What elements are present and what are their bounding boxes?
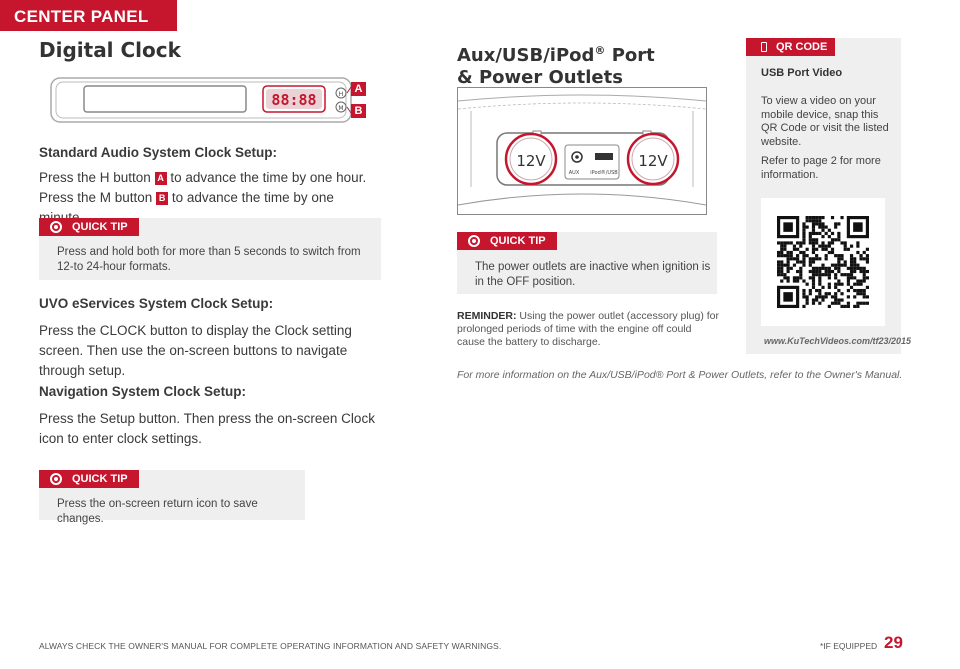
- outlet-right-label: 12V: [638, 152, 668, 170]
- quick-tip-text-3: The power outlets are inactive when ignition is in the OFF position.: [475, 261, 711, 288]
- h-button-label: H: [338, 91, 344, 98]
- callout-badge-b: B: [351, 104, 366, 118]
- reminder-note: REMINDER: Using the power outlet (accessory plug) for prolonged periods of time with the engine off could cause the battery to discharge.: [457, 310, 720, 348]
- quick-tip-box: [39, 218, 381, 280]
- phone-icon: [761, 42, 767, 52]
- nav-clock-heading: Navigation System Clock Setup:: [39, 384, 247, 399]
- quick-tip-tab: QUICK TIP: [39, 218, 139, 236]
- qr-code-panel: [746, 38, 912, 354]
- m-button-label: M: [338, 105, 344, 112]
- callout-badge-a: A: [351, 82, 366, 96]
- quick-tip-text-2: Press the on-screen return icon to save changes.: [57, 498, 258, 525]
- inline-badge-b: B: [156, 192, 168, 205]
- qr-video-title: USB Port Video: [761, 67, 843, 79]
- qr-code-frame[interactable]: [761, 198, 885, 326]
- footer-warning: ALWAYS CHECK THE OWNER'S MANUAL FOR COMPLETE OPERATING INFORMATION AND SAFETY WARNINGS.: [39, 641, 502, 651]
- digital-clock-title: Digital Clock: [39, 38, 181, 62]
- quick-tip-box-3: [457, 232, 717, 294]
- nav-clock-text: Press the Setup button. Then press the on-screen Clock icon to enter clock settings.: [39, 411, 375, 446]
- qr-code-tab: QR CODE: [746, 38, 835, 56]
- aux-usb-title: Aux/USB/iPod® Port & Power Outlets: [457, 44, 655, 88]
- standard-clock-text: Press the H button A to advance the time by one hour. Press the M button B to advance the time by one: [39, 170, 367, 205]
- aux-jack-label: AUX: [568, 170, 580, 176]
- tip-target-icon: [50, 473, 62, 485]
- quick-tip-text: Press and hold both for more than 5 seconds to switch from 12-to 24-hour formats.: [57, 246, 361, 273]
- clock-display-digits: 88:88: [271, 91, 317, 109]
- uvo-clock-text: Press the CLOCK button to display the Clock setting screen. Then use the on-screen buttons to navigate through setup.: [39, 323, 352, 378]
- footer-if-equipped: *IF EQUIPPED: [820, 641, 878, 651]
- tip-target-icon: [50, 221, 62, 233]
- quick-tip-tab-3: QUICK TIP: [457, 232, 557, 250]
- qr-instructions: To view a video on your mobile device, snap this QR Code or visit the listed website. Refer to page 2 for more information.: [761, 95, 889, 181]
- more-info-note: For more information on the Aux/USB/iPod® Port & Power Outlets, refer to the Owner's Manual.: [457, 369, 903, 381]
- power-outlet-illustration: [457, 87, 707, 215]
- clock-unit-illustration: [50, 76, 370, 124]
- qr-video-url[interactable]: www.KuTechVideos.com/tf23/2015: [764, 336, 912, 346]
- standard-clock-heading: Standard Audio System Clock Setup:: [39, 145, 278, 160]
- page-number: 29: [884, 633, 903, 652]
- section-tab: CENTER PANEL: [0, 0, 177, 31]
- tip-target-icon: [468, 235, 480, 247]
- uvo-clock-heading: UVO eServices System Clock Setup:: [39, 296, 274, 311]
- qr-code-image[interactable]: [777, 216, 869, 308]
- usb-port-label: iPod®/USB: [590, 170, 618, 176]
- quick-tip-tab-2: QUICK TIP: [39, 470, 139, 488]
- quick-tip-box-2: [39, 470, 305, 525]
- outlet-left-label: 12V: [516, 152, 546, 170]
- inline-badge-a: A: [155, 172, 167, 185]
